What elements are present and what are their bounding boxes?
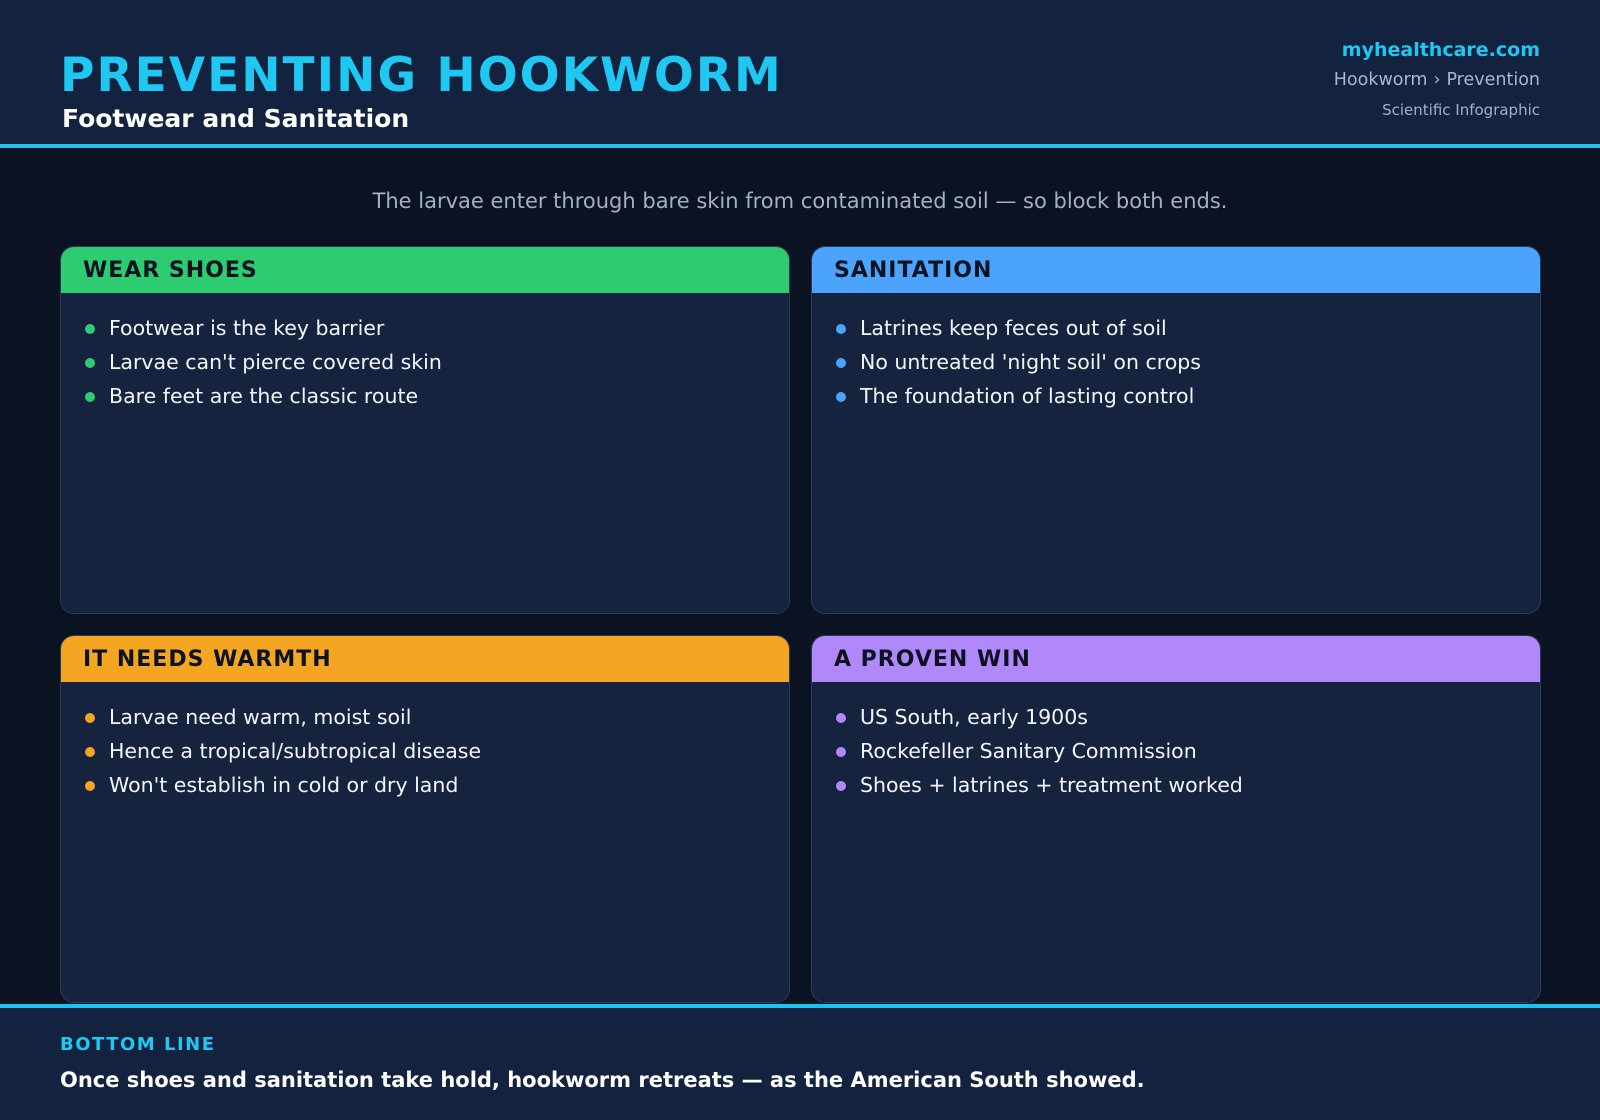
card-wear-shoes — [60, 246, 790, 614]
card-sanitation — [811, 246, 1541, 614]
bottom-line-text: Once shoes and sanitation take hold, hookworm retreats — as the American South showed. — [60, 1068, 1145, 1092]
list-item — [85, 768, 789, 802]
list-item — [836, 379, 1540, 413]
list-item — [836, 345, 1540, 379]
footer — [0, 1004, 1600, 1120]
breadcrumb-item-prevention[interactable]: Prevention — [1446, 70, 1540, 90]
list-item — [85, 700, 789, 734]
breadcrumb-separator: › — [1433, 70, 1441, 90]
list-item-text: Bare feet are the classic route — [109, 384, 419, 408]
card-list — [812, 682, 1540, 802]
card-list — [812, 293, 1540, 413]
bullet-icon — [836, 324, 846, 334]
list-item-text: US South, early 1900s — [860, 705, 1088, 729]
card-title: WEAR SHOES — [61, 247, 789, 293]
bullet-icon — [85, 392, 95, 402]
card-title: A PROVEN WIN — [812, 636, 1540, 682]
site-link[interactable]: myhealthcare.com — [1341, 39, 1540, 61]
card-it-needs-warmth — [60, 635, 790, 1003]
bullet-icon — [836, 747, 846, 757]
bullet-icon — [836, 781, 846, 791]
bottom-line-label: BOTTOM LINE — [60, 1034, 216, 1055]
bullet-icon — [85, 713, 95, 723]
list-item — [85, 311, 789, 345]
list-item-text: Won't establish in cold or dry land — [109, 773, 459, 797]
bullet-icon — [836, 713, 846, 723]
card-title: IT NEEDS WARMTH — [61, 636, 789, 682]
list-item — [836, 768, 1540, 802]
list-item-text: Rockefeller Sanitary Commission — [860, 739, 1197, 763]
bullet-icon — [85, 358, 95, 368]
list-item — [836, 700, 1540, 734]
bullet-icon — [836, 358, 846, 368]
card-title: SANITATION — [812, 247, 1540, 293]
list-item-text: No untreated 'night soil' on crops — [860, 350, 1201, 374]
bullet-icon — [85, 781, 95, 791]
list-item — [836, 734, 1540, 768]
page-title: PREVENTING HOOKWORM — [60, 48, 783, 103]
page-subtitle: Footwear and Sanitation — [62, 104, 410, 133]
list-item — [85, 734, 789, 768]
list-item — [836, 311, 1540, 345]
list-item — [85, 379, 789, 413]
list-item-text: Latrines keep feces out of soil — [860, 316, 1167, 340]
list-item-text: Larvae can't pierce covered skin — [109, 350, 442, 374]
bullet-icon — [85, 747, 95, 757]
document-kind-label: Scientific Infographic — [1382, 101, 1540, 119]
card-list — [61, 682, 789, 802]
breadcrumb — [1334, 70, 1540, 90]
card-a-proven-win — [811, 635, 1541, 1003]
lead-text: The larvae enter through bare skin from contaminated soil — so block both ends. — [372, 189, 1228, 213]
header — [0, 0, 1600, 148]
list-item-text: The foundation of lasting control — [860, 384, 1195, 408]
list-item-text: Larvae need warm, moist soil — [109, 705, 412, 729]
list-item — [85, 345, 789, 379]
list-item-text: Shoes + latrines + treatment worked — [860, 773, 1243, 797]
card-list — [61, 293, 789, 413]
list-item-text: Footwear is the key barrier — [109, 316, 385, 340]
bullet-icon — [85, 324, 95, 334]
bullet-icon — [836, 392, 846, 402]
list-item-text: Hence a tropical/subtropical disease — [109, 739, 482, 763]
breadcrumb-item-hookworm[interactable]: Hookworm — [1333, 70, 1428, 90]
